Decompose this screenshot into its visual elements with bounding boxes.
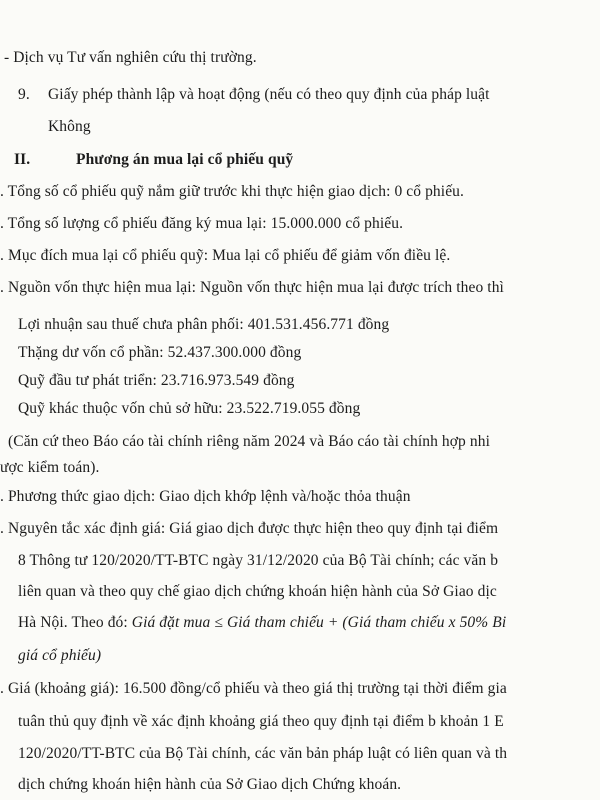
text-line-pricing-principle: . Nguyên tắc xác định giá: Giá giao dịch được thực hiện theo quy định tại điểm (0, 520, 499, 537)
text-line-purpose: . Mục đích mua lại cổ phiếu quỹ: Mua lại cổ phiếu để giảm vốn điều lệ. (0, 247, 451, 264)
text-line-khong: Không (48, 118, 91, 135)
text-line-circular: 8 Thông tư 120/2020/TT-BTC ngày 31/12/2020 của Bộ Tài chính; các văn b (18, 552, 499, 569)
text-line-other-funds: Quỹ khác thuộc vốn chủ sở hữu: 23.522.719.055 đồng (18, 400, 361, 417)
text-line-retained-earnings: Lợi nhuận sau thuế chưa phân phối: 401.531.456.771 đồng (18, 316, 390, 333)
text-line-formula-end: giá cổ phiếu) (18, 647, 102, 664)
item-text: Giấy phép thành lập và hoạt động (nếu có theo quy định của pháp luật (48, 86, 490, 103)
text-line-audited: ược kiểm toán). (0, 459, 100, 476)
item-9 (18, 85, 490, 105)
section-number: II. (14, 151, 31, 168)
text-line-share-premium: Thặng dư vốn cổ phần: 52.437.300.000 đồng (18, 344, 302, 361)
text-line-ministry: 120/2020/TT-BTC của Bộ Tài chính, các văn bản pháp luật có liên quan và th (18, 745, 508, 762)
text-line-regulations: liên quan và theo quy chế giao dịch chứng khoán hiện hành của Sở Giao dịc (18, 583, 497, 600)
section-heading-ii (14, 150, 293, 170)
text-line-treasury-held: . Tổng số cổ phiếu quỹ nắm giữ trước khi thực hiện giao dịch: 0 cổ phiếu. (0, 183, 464, 200)
text-line-exchange: dịch chứng khoán hiện hành của Sở Giao dịch Chứng khoán. (18, 776, 402, 793)
text-line-service: - Dịch vụ Tư vấn nghiên cứu thị trường. (4, 49, 257, 66)
text-line-price-range: . Giá (khoảng giá): 16.500 đồng/cổ phiếu và theo giá thị trường tại thời điểm gia (0, 680, 507, 697)
text-line-registered-qty: . Tổng số lượng cổ phiếu đăng ký mua lại: 15.000.000 cổ phiếu. (0, 215, 404, 232)
item-number: 9. (18, 86, 30, 103)
formula-prefix: Hà Nội. Theo đó: (18, 614, 132, 631)
text-line-price-formula (18, 613, 506, 633)
section-title: Phương án mua lại cổ phiếu quỹ (76, 151, 294, 168)
text-line-development-fund: Quỹ đầu tư phát triển: 23.716.973.549 đồng (18, 372, 295, 389)
text-line-financial-report-ref: (Căn cứ theo Báo cáo tài chính riêng năm 2024 và Báo cáo tài chính hợp nhi (8, 433, 490, 450)
formula-text: Giá đặt mua ≤ Giá tham chiếu + (Giá tham chiếu x 50% Bi (131, 614, 507, 631)
text-line-trading-method: . Phương thức giao dịch: Giao dịch khớp lệnh và/hoặc thỏa thuận (0, 488, 411, 505)
text-line-capital-source: . Nguồn vốn thực hiện mua lại: Nguồn vốn thực hiện mua lại được trích theo thì (0, 279, 504, 296)
text-line-price-compliance: tuân thủ quy định về xác định khoảng giá theo quy định tại điểm b khoản 1 E (18, 713, 504, 730)
